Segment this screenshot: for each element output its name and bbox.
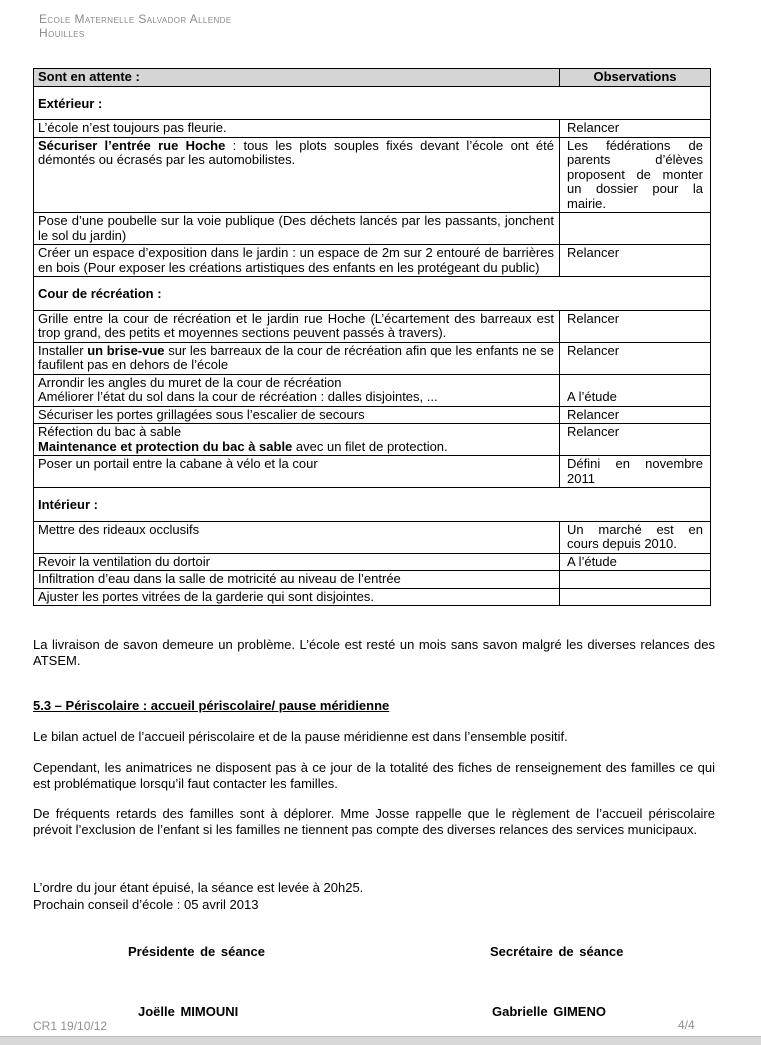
- table-row: [34, 588, 710, 606]
- observation-text: Relancer: [559, 120, 710, 137]
- retards-paragraph: De fréquents retards des familles sont à déplorer. Mme Josse rappelle que le règlement de l’accueil périscolaire prévoit l’exclusion de l’enfant si les familles ne tiennent pas compte des diverses relances des services municipaux.: [33, 806, 715, 837]
- closing-line-2: Prochain conseil d’école : 05 avril 2013: [33, 896, 259, 912]
- table-row: [34, 212, 710, 244]
- observation-text: Un marché est en cours depuis 2010.: [559, 522, 710, 553]
- table-row: [34, 310, 710, 342]
- item-text: Mettre des rideaux occlusifs: [38, 521, 200, 537]
- item-text: Grille entre la cour de récréation et le jardin rue Hoche (L’écartement des barreaux est trop grand, des petits et moyennes sections peuvent passés à travers).: [38, 310, 554, 340]
- page-bottom-edge: [0, 1036, 761, 1045]
- observation-text: Relancer: [559, 343, 710, 374]
- table-row: [34, 244, 710, 276]
- observation-text: Les fédérations de parents d’élèves proposent de monter un dossier pour la mairie.: [559, 138, 710, 213]
- table-row: [34, 570, 710, 588]
- letterhead: [39, 12, 232, 40]
- item-text: Créer un espace d’exposition dans le jardin : un espace de 2m sur 2 entouré de barrières en bois (Pour exposer les créations artistiques des enfants en les protégeant du public): [38, 245, 554, 275]
- observation-text: A l’étude: [559, 375, 710, 406]
- secretary-title: Secrétaire de séance: [490, 944, 624, 959]
- item-text: Réfection du bac à sable Maintenance et protection du bac à sable avec un filet de protection.: [38, 424, 448, 454]
- observation-text: Relancer: [559, 311, 710, 342]
- observations-column-header: Observations: [559, 69, 710, 86]
- section-title: Cour de récréation :: [38, 286, 162, 301]
- observation-text: Défini en novembre 2011: [559, 456, 710, 487]
- item-text: Infiltration d’eau dans la salle de motricité au niveau de l’entrée: [38, 571, 401, 586]
- closing-line-1: L’ordre du jour étant épuisé, la séance est levée à 20h25.: [33, 880, 364, 895]
- table-row: [34, 521, 710, 553]
- president-title: Présidente de séance: [128, 944, 265, 959]
- doc-reference: CR1 19/10/12: [33, 1019, 108, 1033]
- school-name: Ecole Maternelle Salvador Allende: [39, 12, 232, 26]
- table-section-row: [34, 487, 710, 521]
- item-text: Revoir la ventilation du dortoir: [38, 553, 210, 569]
- status-table: [33, 68, 711, 606]
- table-row: [34, 423, 710, 455]
- table-row: [34, 406, 710, 424]
- section-title: Extérieur :: [38, 95, 103, 111]
- section-title: Intérieur :: [38, 497, 98, 512]
- bilan-paragraph: Le bilan actuel de l’accueil périscolaire et de la pause méridienne est dans l’ensemble positif.: [33, 729, 568, 744]
- table-row: [34, 374, 710, 406]
- table-section-row: [34, 86, 710, 120]
- item-text: Sécuriser l’entrée rue Hoche : tous les plots souples fixés devant l’école ont été démontés ou écrasés par les automobilistes.: [38, 137, 554, 167]
- observation-text: [559, 213, 710, 244]
- item-text: Sécuriser les portes grillagées sous l’escalier de secours: [38, 406, 365, 422]
- school-city: Houilles: [39, 26, 85, 40]
- item-text: Installer un brise-vue sur les barreaux de la cour de récréation afin que les enfants ne se faufilent pas en dehors de l’école: [38, 342, 554, 372]
- item-text: Poser un portail entre la cabane à vélo et la cour: [38, 456, 318, 471]
- observation-text: [559, 589, 710, 606]
- table-section-row: [34, 276, 710, 310]
- observation-text: Relancer: [559, 407, 710, 424]
- secretary-name: Gabrielle GIMENO: [492, 1004, 606, 1019]
- observation-text: Relancer: [559, 245, 710, 276]
- table-row: [34, 137, 710, 213]
- observation-text: A l’étude: [559, 554, 710, 571]
- observation-text: Relancer: [559, 424, 710, 455]
- observation-text: [559, 571, 710, 588]
- table-row: [34, 342, 710, 374]
- pending-column-header: Sont en attente :: [38, 69, 140, 84]
- savon-paragraph: La livraison de savon demeure un problème. L’école est resté un mois sans savon malgré les diverses relances des ATSEM.: [33, 637, 715, 668]
- page-number: 4/4: [678, 1018, 695, 1032]
- item-text: Ajuster les portes vitrées de la garderie qui sont disjointes.: [38, 588, 375, 604]
- section-heading-53: 5.3 – Périscolaire : accueil périscolaire/ pause méridienne: [33, 698, 390, 713]
- president-name: Joëlle MIMOUNI: [138, 1004, 239, 1019]
- item-text: L’école n’est toujours pas fleurie.: [38, 120, 227, 135]
- item-text: Pose d’une poubelle sur la voie publique (Des déchets lancés par les passants, jonchent le sol du jardin): [38, 213, 554, 243]
- cependant-paragraph: Cependant, les animatrices ne disposent pas à ce jour de la totalité des fiches de renseignement des familles ce qui est problématique lorsqu’il faut contacter les familles.: [33, 760, 715, 791]
- table-row: [34, 455, 710, 487]
- table-row: [34, 119, 710, 137]
- table-header-row: [34, 69, 710, 86]
- item-text: Arrondir les angles du muret de la cour de récréation Améliorer l’état du sol dans la cour de récréation : dalles disjointes, ...: [38, 374, 438, 404]
- closing-lines: [33, 880, 363, 913]
- table-row: [34, 553, 710, 571]
